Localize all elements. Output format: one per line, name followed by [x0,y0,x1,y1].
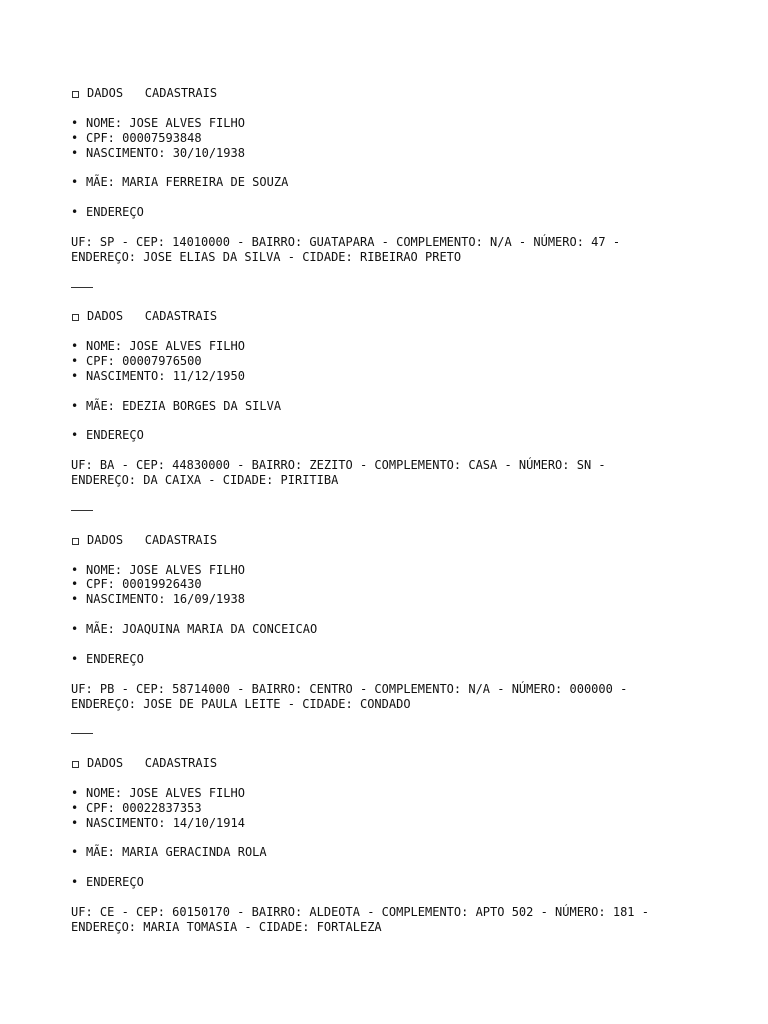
name-line [71,116,751,131]
birth-line [71,592,751,607]
birth-line [71,369,751,384]
cpf-line [71,354,751,369]
address-heading [71,875,751,890]
address-label: ENDEREÇO [86,205,144,220]
bullet-icon: • [71,398,79,413]
cpf-value: CPF: 00007593848 [86,130,202,145]
bullet-icon: • [71,592,79,607]
bullet-icon: • [71,354,79,369]
mother-line [71,175,751,190]
address-heading [71,652,751,667]
bullet-icon: • [71,428,79,443]
birth-line [71,146,751,161]
document-page [71,86,751,935]
record-title-text: DADOS CADASTRAIS [87,309,218,324]
address-line-1: UF: SP - CEP: 14010000 - BAIRRO: GUATAPARA - COMPLEMENTO: N/A - NÚMERO: 47 - [71,234,621,249]
bullet-icon: • [71,800,79,815]
cpf-line [71,131,751,146]
square-icon [72,314,79,321]
address-label: ENDEREÇO [86,651,144,666]
bullet-icon: • [71,785,79,800]
address-line-1: UF: PB - CEP: 58714000 - BAIRRO: CENTRO - COMPLEMENTO: N/A - NÚMERO: 000000 - [71,681,628,696]
record-title [71,86,751,101]
square-icon [72,91,79,98]
address-label: ENDEREÇO [86,875,144,890]
birth-line [71,816,751,831]
name-line [71,563,751,578]
address-line-2: ENDEREÇO: JOSE DE PAULA LEITE - CIDADE: CONDADO [71,696,411,711]
square-icon [72,538,79,545]
square-icon [72,761,79,768]
address-label: ENDEREÇO [86,428,144,443]
name-value: NOME: JOSE ALVES FILHO [86,785,245,800]
cpf-value: CPF: 00022837353 [86,800,202,815]
record-title-text: DADOS CADASTRAIS [87,756,218,771]
bullet-icon: • [71,622,79,637]
birth-value: NASCIMENTO: 11/12/1950 [86,368,245,383]
name-line [71,786,751,801]
mother-value: MÃE: MARIA GERACINDA ROLA [86,845,267,860]
bullet-icon: • [71,562,79,577]
record-title [71,756,751,771]
bullet-icon: • [71,368,79,383]
mother-value: MÃE: EDEZIA BORGES DA SILVA [86,398,282,413]
bullet-icon: • [71,339,79,354]
cpf-value: CPF: 00019926430 [86,577,202,592]
record-title-text: DADOS CADASTRAIS [87,532,218,547]
bullet-icon: • [71,875,79,890]
record [71,309,751,532]
record [71,86,751,309]
address-heading [71,205,751,220]
mother-line [71,845,751,860]
bullet-icon: • [71,145,79,160]
bullet-icon: • [71,130,79,145]
name-value: NOME: JOSE ALVES FILHO [86,115,245,130]
record-separator [71,280,751,295]
bullet-icon: • [71,205,79,220]
record-title [71,533,751,548]
separator-line [71,733,93,734]
record-separator [71,503,751,518]
address-line-1: UF: CE - CEP: 60150170 - BAIRRO: ALDEOTA - COMPLEMENTO: APTO 502 - NÚMERO: 181 - [71,904,649,919]
address-line-2: ENDEREÇO: JOSE ELIAS DA SILVA - CIDADE: RIBEIRAO PRETO [71,249,462,264]
address-line-2: ENDEREÇO: DA CAIXA - CIDADE: PIRITIBA [71,473,339,488]
separator-line [71,510,93,511]
record [71,756,751,935]
record-separator [71,726,751,741]
birth-value: NASCIMENTO: 14/10/1914 [86,815,245,830]
record [71,533,751,756]
record-title [71,309,751,324]
mother-value: MÃE: JOAQUINA MARIA DA CONCEICAO [86,622,318,637]
mother-line [71,399,751,414]
bullet-icon: • [71,577,79,592]
separator-line [71,287,93,288]
bullet-icon: • [71,845,79,860]
cpf-line [71,801,751,816]
address-heading [71,428,751,443]
mother-value: MÃE: MARIA FERREIRA DE SOUZA [86,175,289,190]
cpf-line [71,577,751,592]
bullet-icon: • [71,815,79,830]
address-line-2: ENDEREÇO: MARIA TOMASIA - CIDADE: FORTALEZA [71,919,382,934]
name-value: NOME: JOSE ALVES FILHO [86,339,245,354]
birth-value: NASCIMENTO: 16/09/1938 [86,592,245,607]
bullet-icon: • [71,115,79,130]
record-title-text: DADOS CADASTRAIS [87,86,218,100]
address-line-1: UF: BA - CEP: 44830000 - BAIRRO: ZEZITO - COMPLEMENTO: CASA - NÚMERO: SN - [71,458,606,473]
cpf-value: CPF: 00007976500 [86,354,202,369]
bullet-icon: • [71,651,79,666]
name-value: NOME: JOSE ALVES FILHO [86,562,245,577]
name-line [71,339,751,354]
bullet-icon: • [71,175,79,190]
birth-value: NASCIMENTO: 30/10/1938 [86,145,245,160]
mother-line [71,622,751,637]
